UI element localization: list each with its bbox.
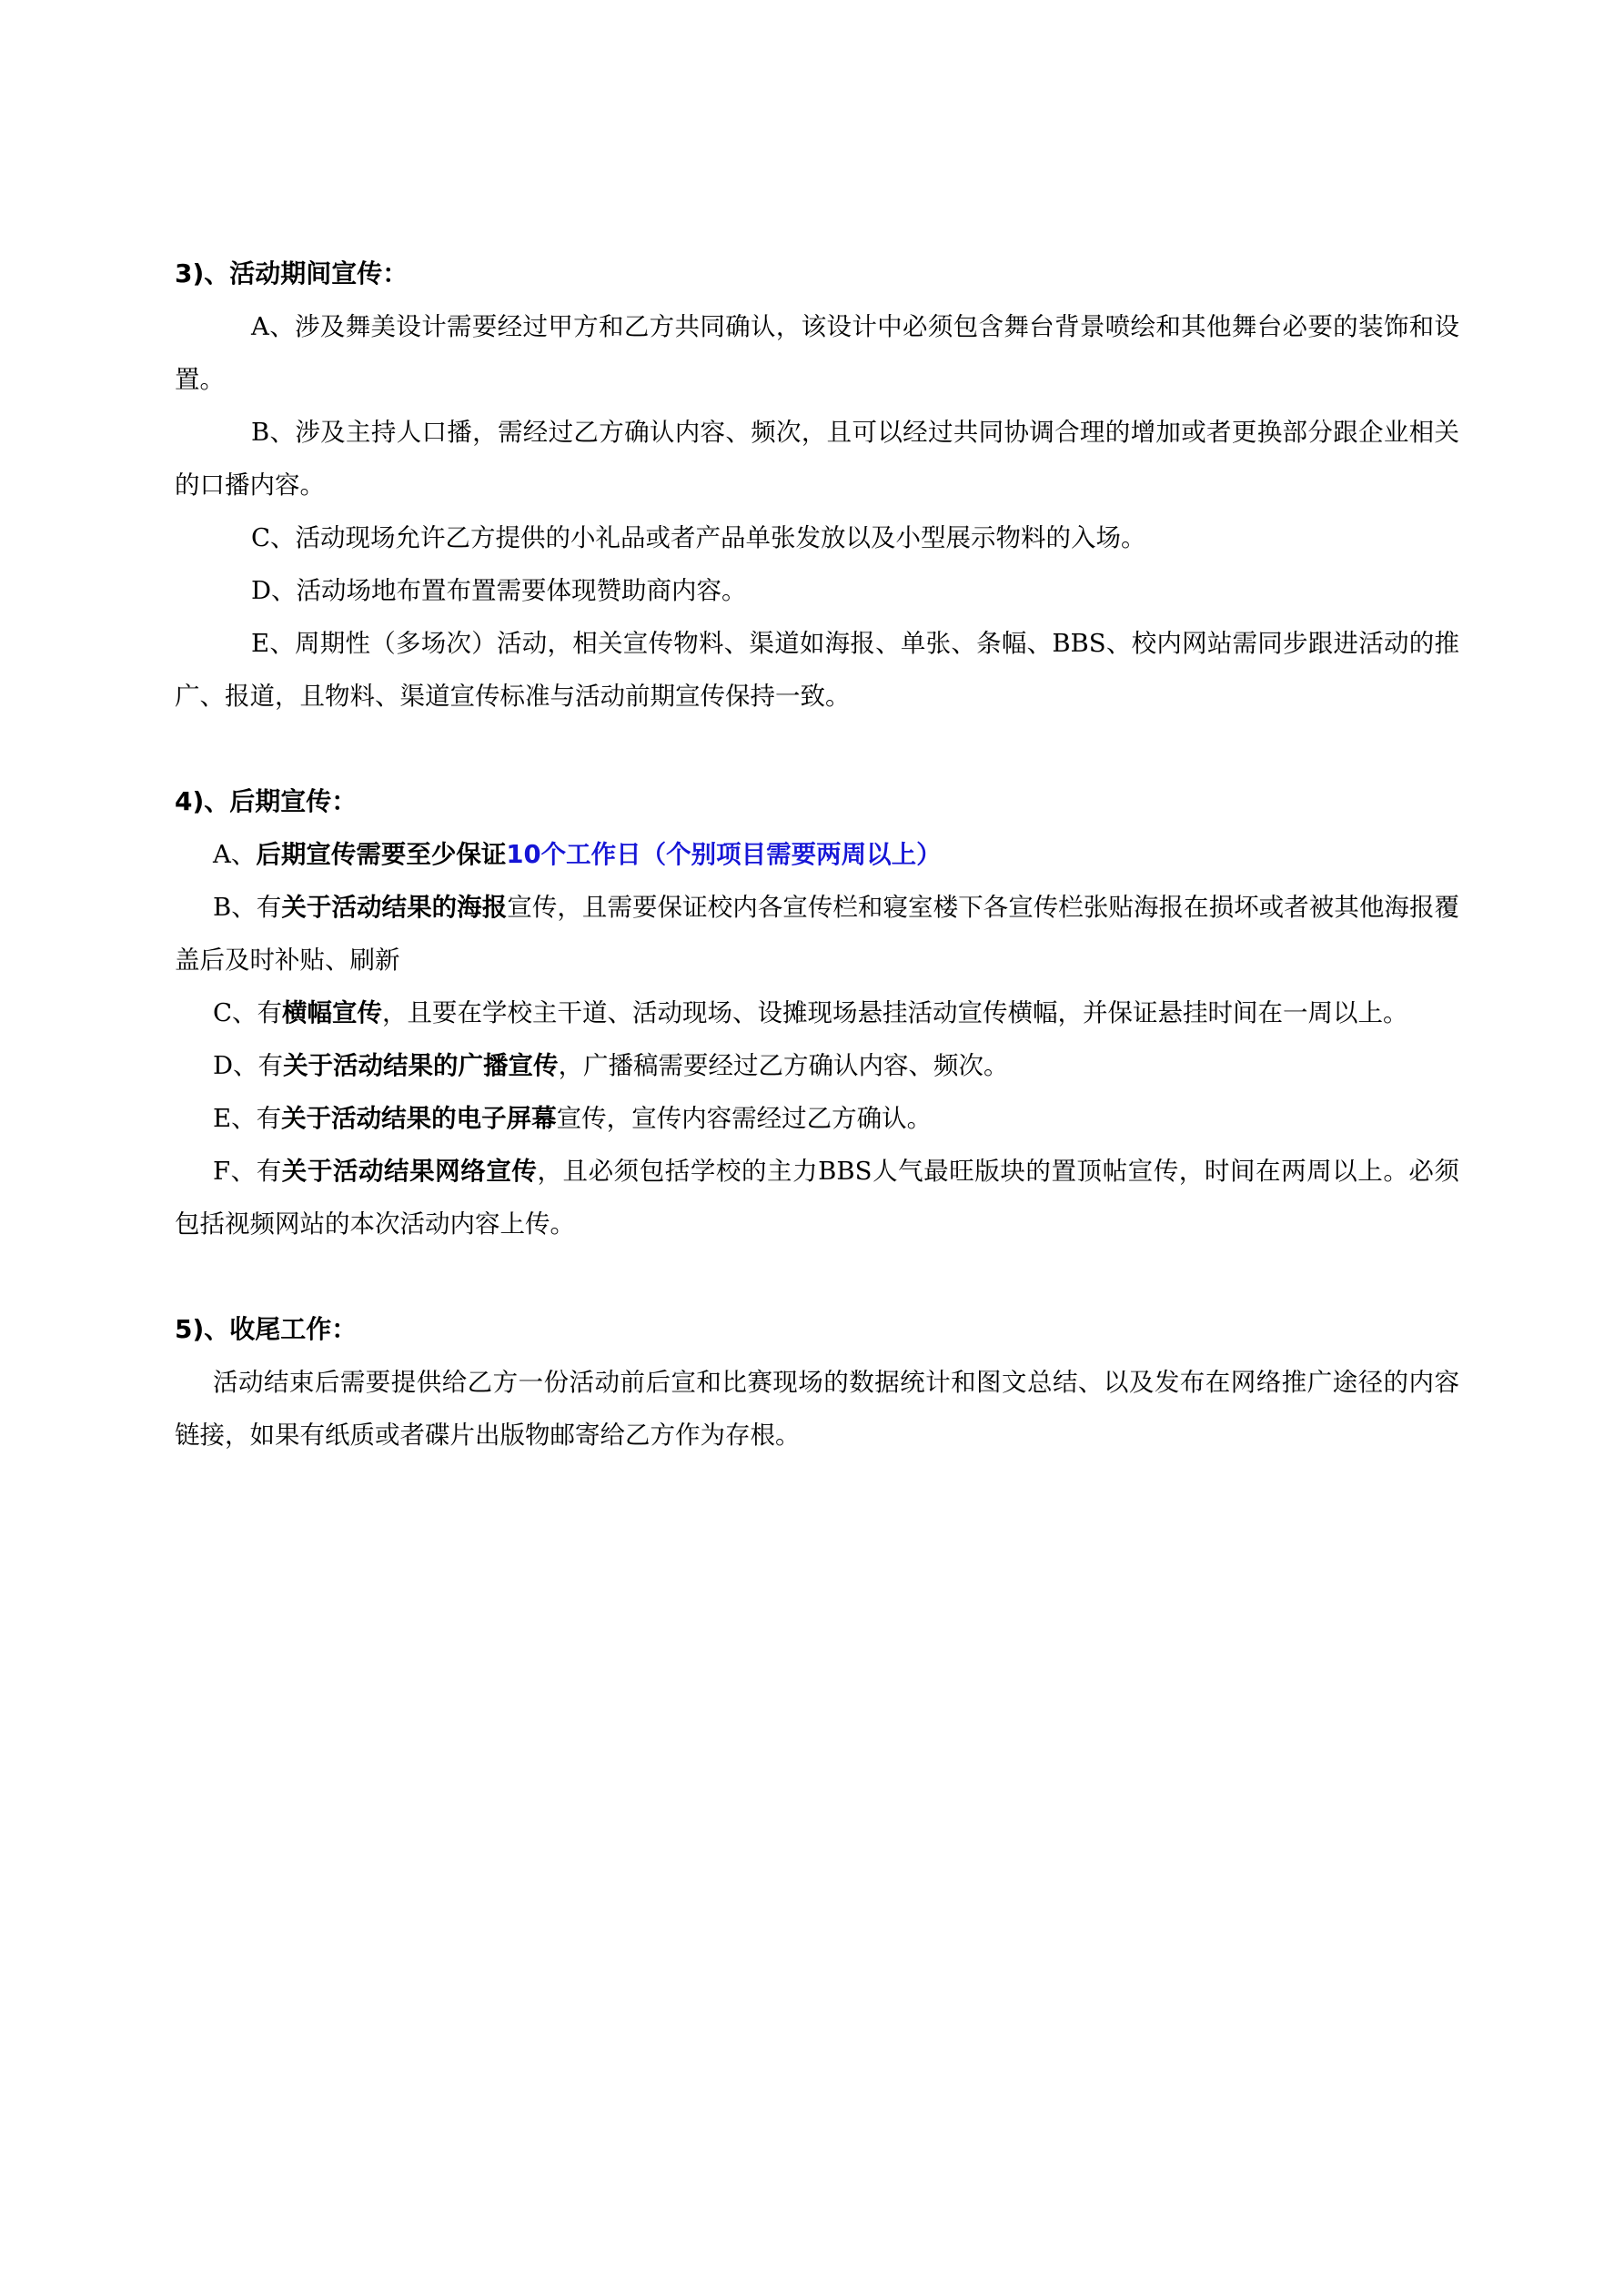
item-emphasis: 关于活动结果的海报 [281, 893, 508, 922]
section-5-body: 活动结束后需要提供给乙方一份活动前后宣和比赛现场的数据统计和图文总结、以及发布在网络推广途径的内容链接，如果有纸质或者碟片出版物邮寄给乙方作为存根。 [175, 1368, 1459, 1450]
item-text: 宣传，且需要保证校内各宣传栏和寝室楼下各宣传栏张贴海报在损坏或者被其他海报覆盖后及时补贴、刷新 [175, 893, 1460, 975]
item-prefix: E、有 [213, 1104, 282, 1133]
section-spacer [175, 723, 1459, 775]
item-text: ，且要在学校主干道、活动现场、设摊现场悬挂活动宣传横幅，并保证悬挂时间在一周以上。 [382, 998, 1408, 1027]
item-prefix: F、有 [213, 1157, 282, 1186]
section-3-item-b: B、涉及主持人口播，需经过乙方确认内容、频次，且可以经过共同协调合理的增加或者更换部分跟企业相关的口播内容。 [175, 418, 1459, 500]
item-emphasis: 关于活动结果的电子屏幕 [281, 1104, 557, 1133]
section-4-item-c [175, 986, 1459, 1039]
item-emphasis: 横幅宣传 [282, 998, 383, 1027]
item-emphasis: 关于活动结果网络宣传 [281, 1157, 538, 1186]
section-3-item-c: C、活动现场允许乙方提供的小礼品或者产品单张发放以及小型展示物料的入场。 [251, 523, 1146, 552]
section-spacer [175, 1250, 1459, 1303]
section-5-title: 5)、收尾工作： [175, 1314, 358, 1344]
section-4-item-d [175, 1039, 1459, 1092]
section-3-title: 3)、活动期间宣传： [175, 258, 409, 288]
section-4-item-a [175, 828, 1459, 881]
section-3-item-e: E、周期性（多场次）活动，相关宣传物料、渠道如海报、单张、条幅、BBS、校内网站需同步跟进活动的推广、报道，且物料、渠道宣传标准与活动前期宣传保持一致。 [175, 629, 1459, 711]
item-emphasis: 关于活动结果的广播宣传 [283, 1051, 559, 1080]
item-prefix: C、有 [213, 998, 283, 1027]
item-emphasis: 后期宣传需要至少保证 [256, 840, 507, 869]
item-prefix: D、有 [213, 1051, 284, 1080]
item-text: ，且必须包括学校的主力BBS人气最旺版块的置顶帖宣传，时间在两周以上。必须包括视频网站的本次活动内容上传。 [175, 1157, 1459, 1239]
item-prefix: A、 [213, 840, 257, 869]
item-highlight: 10个工作日（个别项目需要两周以上） [506, 840, 942, 869]
section-3-item-a: A、涉及舞美设计需要经过甲方和乙方共同确认，该设计中必须包含舞台背景喷绘和其他舞台必要的装饰和设置。 [175, 312, 1459, 394]
section-4-title: 4)、后期宣传： [175, 786, 358, 816]
section-3-item-d: D、活动场地布置布置需要体现赞助商内容。 [251, 576, 747, 605]
section-4-item-e [175, 1092, 1459, 1145]
section-4-item-f [175, 1145, 1459, 1250]
item-prefix: B、有 [213, 893, 282, 922]
section-4-item-b [175, 881, 1459, 986]
document-page [175, 248, 1459, 1462]
item-text: 宣传，宣传内容需经过乙方确认。 [556, 1104, 933, 1133]
item-text: ，广播稿需要经过乙方确认内容、频次。 [558, 1051, 1009, 1080]
